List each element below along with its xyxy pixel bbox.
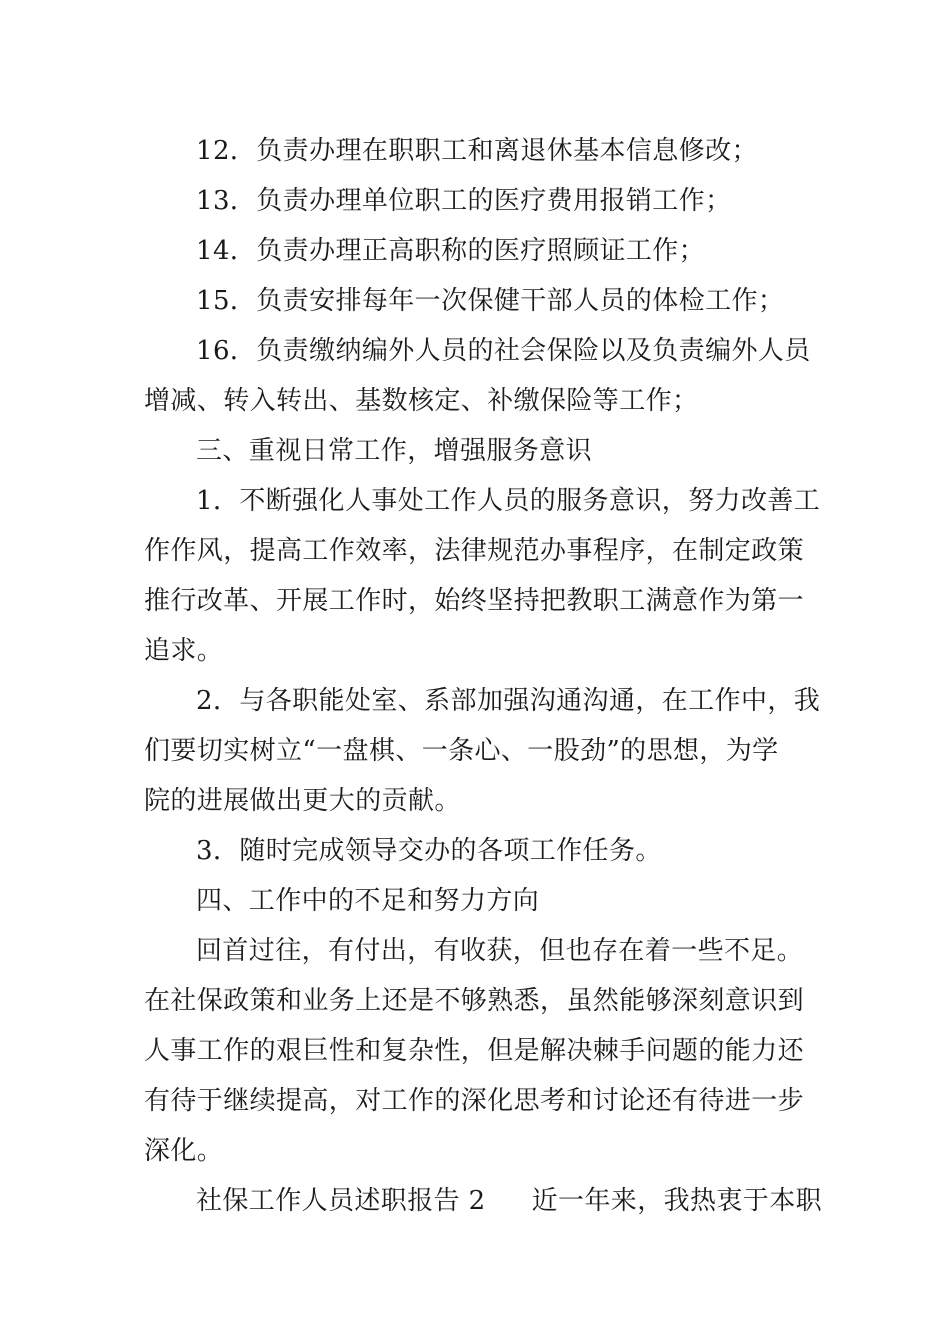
paragraph-line: 追求。 (144, 636, 224, 666)
paragraph-line: 14．负责办理正高职称的医疗照顾证工作； (196, 236, 706, 266)
paragraph-line: 们要切实树立“一盘棋、一条心、一股劲”的思想，为学 (144, 736, 779, 766)
paragraph-line: 人事工作的艰巨性和复杂性，但是解决棘手问题的能力还 (144, 1036, 805, 1066)
paragraph-line: 3．随时完成领导交办的各项工作任务。 (196, 836, 662, 866)
paragraph-line: 15．负责安排每年一次保健干部人员的体检工作； (196, 286, 785, 316)
paragraph-line: 13．负责办理单位职工的医疗费用报销工作； (196, 186, 732, 216)
paragraph-line: 推行改革、开展工作时，始终坚持把教职工满意作为第一 (144, 586, 805, 616)
paragraph-line: 在社保政策和业务上还是不够熟悉，虽然能够深刻意识到 (144, 986, 805, 1016)
section-heading: 四、工作中的不足和努力方向 (196, 886, 540, 916)
paragraph-line: 深化。 (144, 1136, 224, 1166)
paragraph-line: 2．与各职能处室、系部加强沟通沟通，在工作中，我 (196, 686, 821, 716)
paragraph-line: 16．负责缴纳编外人员的社会保险以及负责编外人员 (196, 336, 811, 366)
report-title-line (196, 1181, 823, 1221)
paragraph-line: 回首过往，有付出，有收获，但也存在着一些不足。 (196, 936, 804, 966)
paragraph-line: 作作风，提高工作效率，法律规范办事程序，在制定政策 (144, 536, 805, 566)
report-title: 社保工作人员述职报告 2 (196, 1186, 486, 1216)
paragraph-line: 12．负责办理在职职工和离退休基本信息修改； (196, 136, 758, 166)
paragraph-line: 有待于继续提高，对工作的深化思考和讨论还有待进一步 (144, 1086, 805, 1116)
report-opening-text: 近一年来，我热衷于本职 (531, 1186, 823, 1216)
paragraph-line: 增减、转入转出、基数核定、补缴保险等工作； (144, 386, 699, 416)
paragraph-line: 1．不断强化人事处工作人员的服务意识，努力改善工 (196, 486, 821, 516)
paragraph-line: 院的进展做出更大的贡献。 (144, 786, 461, 816)
section-heading: 三、重视日常工作，增强服务意识 (196, 436, 593, 466)
